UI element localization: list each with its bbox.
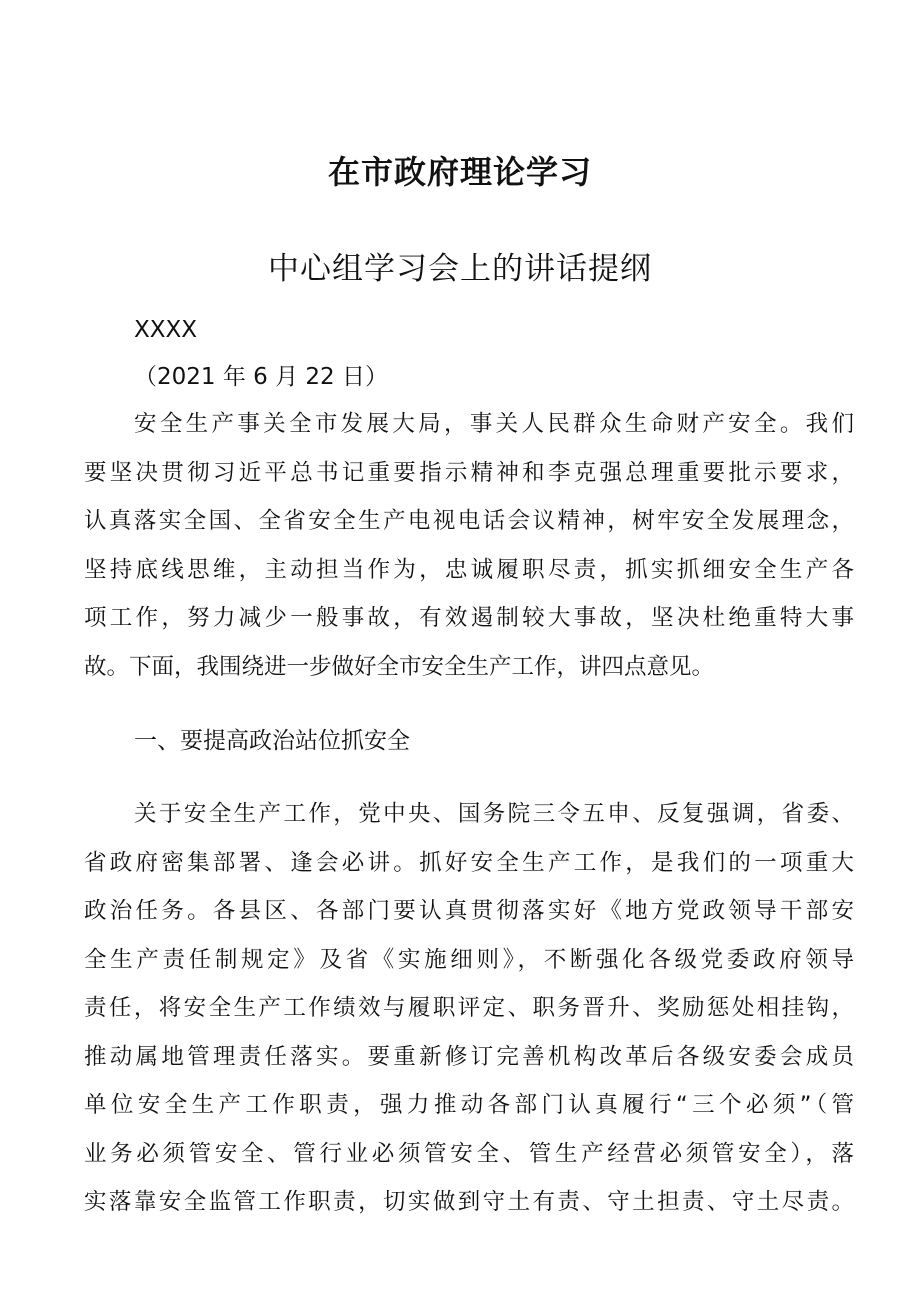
document-title-line2: 中心组学习会上的讲话提纲 bbox=[268, 251, 652, 287]
section-heading: 一、要提高政治站位抓安全 bbox=[134, 728, 410, 754]
paragraph-line: 单位安全生产工作职责，强力推动各部门认真履行“三个必须”（管 bbox=[84, 1092, 854, 1118]
paragraph-line: 推动属地管理责任落实。要重新修订完善机构改革后各级安委会成员 bbox=[84, 1043, 854, 1070]
paragraph-line: 责任，将安全生产工作绩效与履职评定、职务晋升、奖励惩处相挂钩， bbox=[84, 995, 854, 1021]
paragraph-line: 安全生产事关全市发展大局，事关人民群众生命财产安全。我们 bbox=[134, 411, 854, 437]
paragraph-line: 政治任务。各县区、各部门要认真贯彻落实好《地方党政领导干部安 bbox=[84, 898, 854, 924]
paragraph-line: 故。下面，我围绕进一步做好全市安全生产工作，讲四点意见。 bbox=[84, 653, 715, 680]
paragraph-line: 要坚决贯彻习近平总书记重要指示精神和李克强总理重要批示要求， bbox=[84, 459, 854, 486]
paragraph-line: 全生产责任制规定》及省《实施细则》，不断强化各级党委政府领导 bbox=[84, 946, 854, 973]
document-title-line1: 在市政府理论学习 bbox=[327, 153, 592, 191]
intro-paragraph bbox=[84, 400, 854, 691]
author-name: XXXX bbox=[134, 317, 198, 343]
section-paragraph bbox=[84, 790, 854, 1227]
paragraph-line: 认真落实全国、全省安全生产电视电话会议精神，树牢安全发展理念， bbox=[84, 508, 854, 534]
paragraph-line: 实落靠安全监管工作职责，切实做到守土有责、守土担责、守土尽责。 bbox=[84, 1189, 854, 1215]
paragraph-line: 业务必须管安全、管行业必须管安全、管生产经营必须管安全），落 bbox=[84, 1140, 854, 1167]
document-date: （2021 年 6 月 22 日） bbox=[134, 364, 388, 390]
paragraph-line: 省政府密集部署、逢会必讲。抓好安全生产工作，是我们的一项重大 bbox=[84, 849, 854, 876]
paragraph-line: 项工作，努力减少一般事故，有效遏制较大事故，坚决杜绝重特大事 bbox=[84, 605, 854, 631]
paragraph-line: 关于安全生产工作，党中央、国务院三令五申、反复强调，省委、 bbox=[134, 801, 854, 827]
paragraph-line: 坚持底线思维，主动担当作为，忠诚履职尽责，抓实抓细安全生产各 bbox=[84, 556, 854, 583]
